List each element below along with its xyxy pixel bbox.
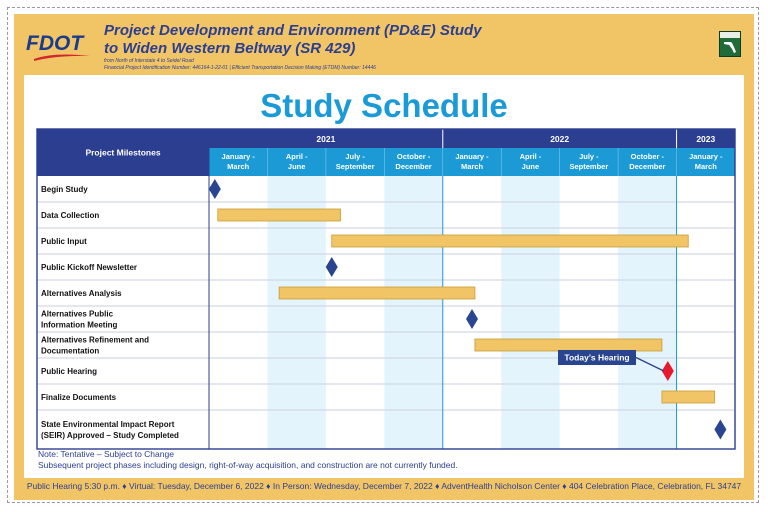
task-label: Alternatives Refinement and	[41, 335, 150, 345]
title-line-1: Project Development and Environment (PD&E) Study	[104, 22, 482, 39]
year-label: 2022	[550, 134, 570, 144]
note-funding: Subsequent project phases including design, right-of-way acquisition, and construction are not currently funded.	[38, 460, 458, 470]
period-label-line1: April -	[519, 152, 542, 161]
period-label-line1: October -	[630, 152, 665, 161]
header	[24, 17, 744, 75]
task-label: Alternatives Public	[41, 309, 114, 319]
period-label-line1: July -	[345, 152, 365, 161]
subtitle-line-2: Financial Project Identification Number: 446164-1-22-01 | Efficient Transportation Decision Making (ETDM) Number: 14446	[104, 65, 376, 71]
period-label-line2: March	[694, 162, 717, 171]
schedule-panel	[24, 75, 744, 478]
task-label: Public Input	[41, 237, 87, 246]
task-label: Documentation	[41, 346, 100, 356]
florida-turnpike-badge	[719, 31, 741, 57]
notes	[38, 449, 458, 471]
callout-text: Today’s Hearing	[564, 352, 630, 363]
year-header-band	[209, 129, 735, 148]
subtitle-line-1: from North of Interstate 4 to Seidel Road	[104, 58, 194, 64]
row-header-label: Project Milestones	[85, 147, 161, 158]
period-label-line2: June	[287, 162, 306, 171]
period-label-line2: September	[569, 162, 609, 171]
period-label-line2: December	[395, 162, 432, 171]
task-label: Public Hearing	[41, 367, 98, 376]
task-bar	[475, 339, 662, 351]
fdot-logo	[26, 31, 96, 61]
note-tentative: Note: Tentative – Subject to Change	[38, 449, 174, 459]
period-label-line1: January -	[689, 152, 723, 161]
task-bar	[332, 235, 689, 247]
task-label: Begin Study	[41, 185, 88, 194]
shaded-column	[384, 176, 442, 449]
shaded-column	[501, 176, 559, 449]
period-label-line1: January -	[221, 152, 255, 161]
period-label-line2: March	[460, 162, 484, 171]
gantt-chart	[24, 75, 744, 478]
footer-event-info: Public Hearing 5:30 p.m. ♦ Virtual: Tuesday, December 6, 2022 ♦ In Person: Wednesday, December 7, 2022 ♦ AdventHealth Nicholson Center ♦ 404 Celebration Place, Celebration, FL 34747	[26, 481, 742, 491]
task-label: Data Collection	[41, 211, 100, 220]
task-label: Information Meeting	[41, 320, 118, 330]
task-bar	[662, 391, 715, 403]
task-bar	[218, 209, 341, 221]
period-label-line2: March	[227, 162, 250, 171]
period-label-line2: September	[335, 162, 375, 171]
task-label: Alternatives Analysis	[41, 289, 122, 298]
task-label: State Environmental Impact Report	[41, 420, 175, 429]
year-label: 2023	[696, 134, 716, 144]
period-label-line2: June	[521, 162, 540, 171]
task-label: Public Kickoff Newsletter	[41, 263, 138, 272]
page-heading: Study Schedule	[260, 87, 508, 124]
period-label-line1: October -	[396, 152, 431, 161]
period-label-line2: December	[629, 162, 666, 171]
florida-state-icon	[723, 40, 737, 54]
logo-text: FDOT	[26, 32, 84, 55]
year-label: 2021	[316, 134, 336, 144]
task-label: (SEIR) Approved – Study Completed	[41, 431, 179, 440]
logo-swoosh-icon	[34, 53, 90, 61]
task-bar	[279, 287, 475, 299]
title-line-2: to Widen Western Beltway (SR 429)	[104, 40, 356, 57]
period-label-line1: July -	[579, 152, 599, 161]
shaded-column	[618, 176, 676, 449]
period-label-line1: January -	[455, 152, 489, 161]
period-label-line1: April -	[285, 152, 308, 161]
task-label: Finalize Documents	[41, 393, 117, 402]
